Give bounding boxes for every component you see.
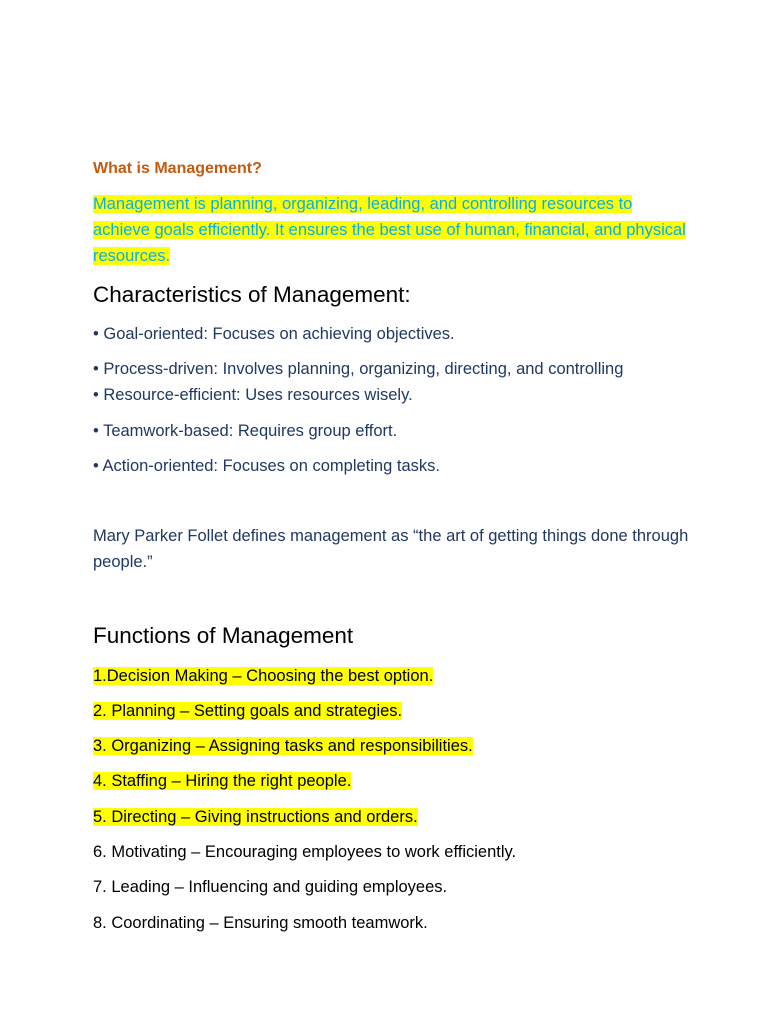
function-item-text: 8. Coordinating – Ensuring smooth teamwork. <box>93 914 428 932</box>
function-item <box>93 876 693 898</box>
definition-paragraph <box>93 191 693 269</box>
characteristic-item: • Process-driven: Involves planning, organizing, directing, and controlling <box>93 360 624 378</box>
function-item <box>93 841 693 863</box>
function-item <box>93 665 693 687</box>
function-item-text: 2. Planning – Setting goals and strategies. <box>93 702 403 720</box>
function-item <box>93 700 693 722</box>
function-item <box>93 806 693 828</box>
function-item-text: 3. Organizing – Assigning tasks and responsibilities. <box>93 737 473 755</box>
follet-quote: Mary Parker Follet defines management as “the art of getting things done through people.” <box>93 527 689 571</box>
function-item <box>93 770 693 792</box>
characteristic-item: • Action-oriented: Focuses on completing tasks. <box>93 457 440 475</box>
question-heading: What is Management? <box>93 160 262 177</box>
characteristics-heading: Characteristics of Management: <box>93 282 411 307</box>
characteristic-item: • Teamwork-based: Requires group effort. <box>93 422 398 440</box>
function-item <box>93 735 693 757</box>
definition-text: Management is planning, organizing, leading, and controlling resources to achieve goals efficiently. It ensures the best use of human, financial, and physical resources. <box>93 195 686 265</box>
function-item-text: 1.Decision Making – Choosing the best option. <box>93 667 434 685</box>
function-item-text: 5. Directing – Giving instructions and orders. <box>93 808 418 826</box>
characteristic-item: • Resource-efficient: Uses resources wisely. <box>93 386 413 404</box>
characteristic-item: • Goal-oriented: Focuses on achieving objectives. <box>93 325 455 343</box>
function-item-text: 6. Motivating – Encouraging employees to work efficiently. <box>93 843 517 861</box>
function-item-text: 7. Leading – Influencing and guiding employees. <box>93 878 448 896</box>
functions-heading: Functions of Management <box>93 623 354 648</box>
function-item-text: 4. Staffing – Hiring the right people. <box>93 772 352 790</box>
function-item <box>93 912 693 934</box>
